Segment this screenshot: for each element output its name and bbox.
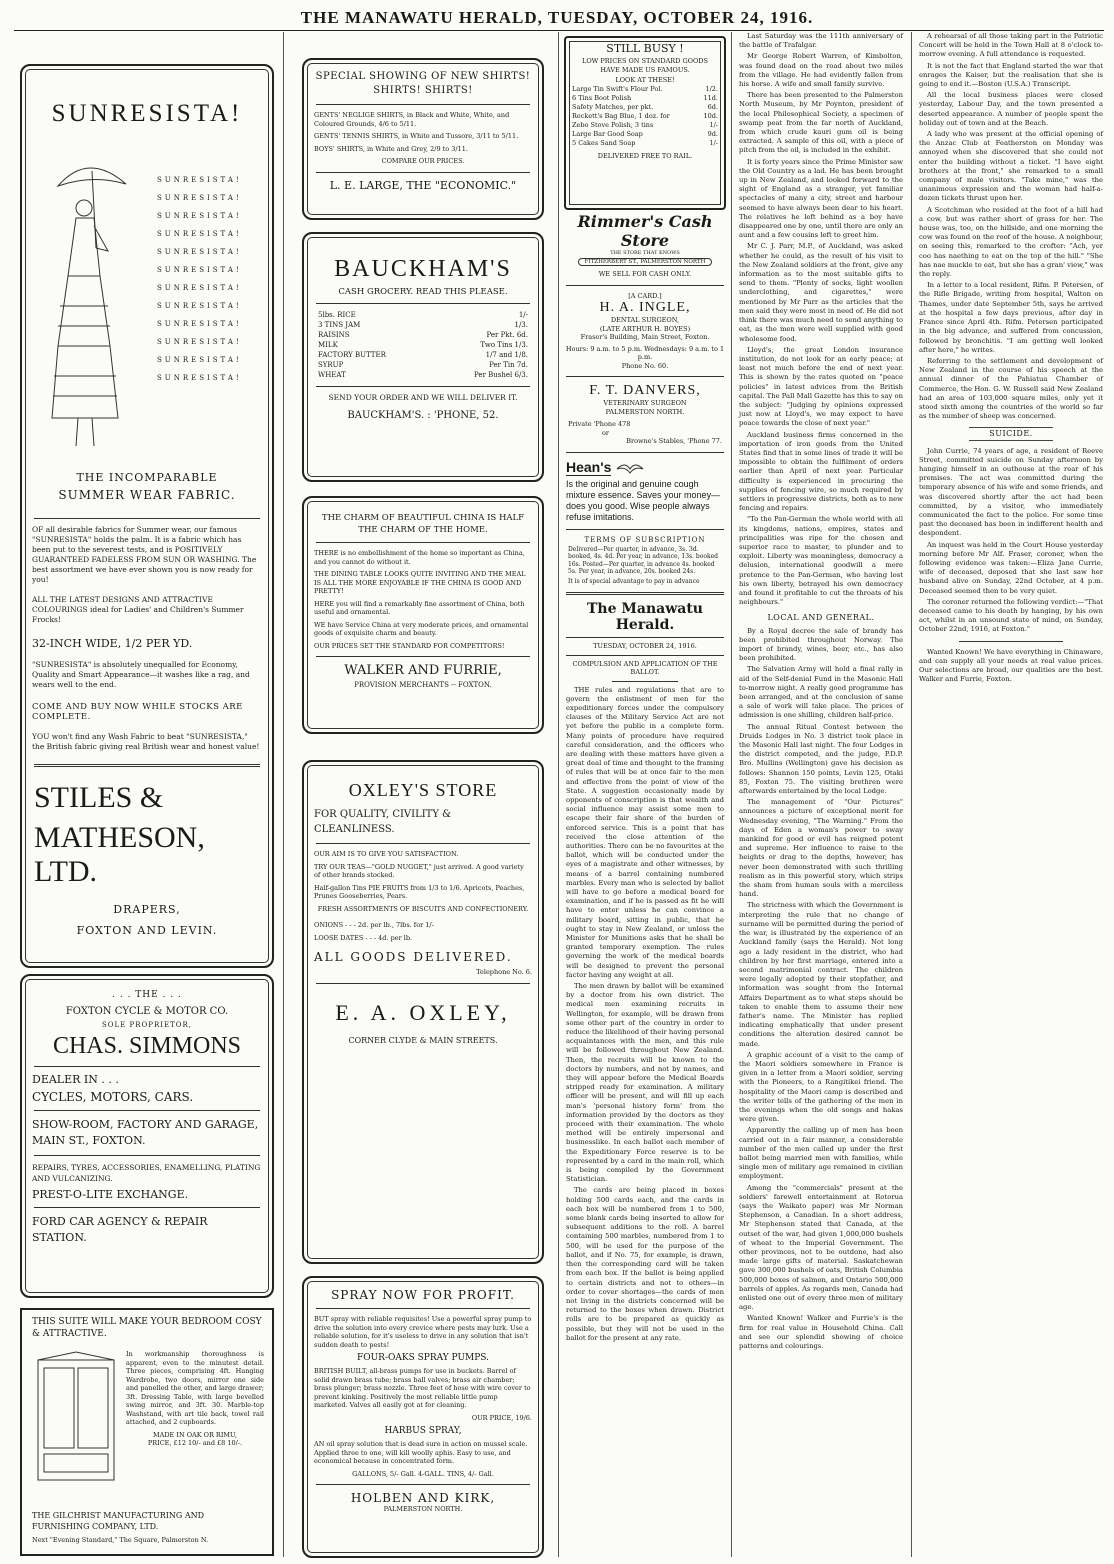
oxley-dates: LOOSE DATES - - - 4d. per lb. (314, 933, 413, 942)
bauckham-send: SEND YOUR ORDER AND WE WILL DELIVER IT. (328, 393, 518, 402)
stiles-firm-name: STILES & (34, 781, 164, 814)
terms-note: It is of special advantage to pay in advance (568, 577, 700, 585)
simmons-prest: PREST-O-LITE EXCHANGE. (32, 1188, 189, 1201)
bauckham-row-price: 1/- (518, 311, 528, 319)
gilchrist-firm: THE GILCHRIST MANUFACTURING AND FURNISHING COMPANY, LTD. (32, 1511, 205, 1531)
rimmers-cash: WE SELL FOR CASH ONLY. (598, 270, 692, 278)
column-rule (731, 32, 732, 1557)
news-paragraph: A rehearsal of all those taking part in the Patriotic Concert will be held in the Town Hall at 8 o'clock to-morrow evening. A full attendance is requested. (919, 32, 1103, 59)
busy-row-price: 11d. (703, 93, 718, 102)
local-paragraph: The management of "Our Pictures" announces a picture of exceptional merit for Wednesday evening, "The Warning." From the days of Eden a woman's power to sway mankind for good or evil has reigned potent and supreme. Her influence to raise to the heights or drag to the depths, however, has never been demonstrated with such thrilling realism as in this powerful story, which strips the sham from human souls with a merciless hand. (739, 798, 903, 899)
sunresista-repeat: SUNRESISTA! (157, 338, 242, 346)
bauckham-row (318, 320, 528, 330)
gilchrist-made: MADE IN OAK OR RIMU, (153, 1430, 237, 1439)
gilchrist-price: PRICE, £12 10/- and £8 10/-. (147, 1439, 243, 1447)
oxley-all: ALL GOODS DELIVERED. (314, 950, 513, 964)
news-paragraph: In a letter to a local resident, Rifm. P. Petersen, of the Rifle Brigade, writing from hospital, Walton on Thames, under date September 5th, says he arrived at the hospital a few days previous, after day in France since April 4th. Rifm. Petersen participated in the big advance, and suffered from concussion, followed by bronchitis. "I am getting well looked after here," he writes. (919, 281, 1103, 354)
danvers-name: F. T. DANVERS, (589, 383, 701, 398)
bauckham-row-price: 1/7 and 1/8. (485, 351, 528, 359)
terms-head: TERMS OF SUBSCRIPTION (584, 535, 706, 544)
spray-body: AN oil spray solution that is dead sure in action on mussel scale. Applied three to one, will kill woolly aphis. Easy to use, and economical because in concentrated form. (314, 1440, 528, 1465)
china-headline: THE CHARM OF BEAUTIFUL CHINA IS HALF THE CHARM OF THE HOME. (321, 513, 525, 535)
oxley-aim: OUR AIM IS TO GIVE YOU SATISFACTION. (314, 850, 459, 858)
suicide-paragraph: The coroner returned the following verdict:—"That deceased came to his death by hanging, by his own act, whilst in an unsound state of mind, on Sunday, October 22nd, 1916, at Foxton." (919, 597, 1103, 634)
lead-paragraph: THE rules and regulations that are to govern the enlistment of men for the expeditionary forces under the compulsory clauses of the Military Service Act are not yet before the public in a complete form. Many points of procedure have required careful consideration, and the officers who are dealing with these matters have given a great deal of time and thought to the framing of rules that will be at once fair to the men and effective from the point of view of the State. A suggestion occasionally made by opponents of conscription is that wealth and social influence may assist some men to escape their fair share of the burden of enforced service. This is a point that has received the close attention of the authorities. There can be no favourites at the ballot, which will be conducted under the eyes of a magistrate and other witnesses, by means of a barrel containing numbered marbles. Every man who is selected by ballot will have to go before a medical board for examination, and if he is passed as fit he will have to enter unless he can convince a military board, sitting in public, that he ought to stay in New Zealand, or unless the Minister for Munitions asks that he shall be granted temporary exemption. The rules governing the work of the medical boards will be designed to prevent the personal factor having any weight at all. (566, 685, 724, 979)
bauckham-row-price: Two Tins 1/3. (480, 341, 528, 349)
spray-advert (302, 1276, 544, 1558)
sunresista-width-price: 32-INCH WIDE, 1/2 PER YD. (32, 637, 193, 650)
news-paragraph: Apparently the calling up of men has been carried out in a fair manner, a considerable number of the men called up under the first ballot being married men with families, while single men of military age remained in civilian employment. (739, 1126, 903, 1181)
herald-date: TUESDAY, OCTOBER 24, 1916. (593, 642, 697, 650)
bauckham-price-list (304, 310, 542, 380)
sunresista-repeat: SUNRESISTA! (157, 194, 242, 202)
spray-harbus: HARBUS SPRAY, (384, 1426, 462, 1436)
gilchrist-address: Next "Evening Standard," The Square, Palmerston N. (32, 1536, 209, 1544)
china-body: THE DINING TABLE LOOKS QUITE INVITING AND THE MEAL IS ALL THE MORE ENJOYABLE IF THE CHINA IS GOOD AND PRETTY! (314, 570, 526, 595)
china-body: THERE is no embellishment of the home so important as China, and you cannot do without it. (314, 549, 525, 566)
simmons-showroom: SHOW-ROOM, FACTORY AND GARAGE, MAIN ST., FOXTON. (32, 1118, 259, 1147)
column-rule (283, 32, 284, 1557)
sunresista-repeat: SUNRESISTA! (157, 212, 242, 220)
local-paragraph: The annual Ritual Contest between the Druids Lodges in No. 3 district took place in the Masonic Hall last night. The four Lodges in the district competed, and the judge, P.D.P. Bro. Mullins (Wellington) gave his decision as follows: Shannon 150 points, Levin 125, Otaki 85, Foxton 75. The visiting brethren were afterwards entertained by the local Lodge. (739, 722, 903, 796)
oxley-ea: E. A. OXLEY, (335, 999, 511, 1025)
bauckham-row-item: 3 TINS JAM (318, 321, 361, 329)
bauckham-row-item: SYRUP (318, 361, 344, 369)
shirts-line: BOYS' SHIRTS, in White and Grey, 2/9 to 3/11. (314, 144, 468, 153)
stiles-firm-name: MATHESON, LTD. (34, 821, 205, 888)
sunresista-body: ALL THE LATEST DESIGNS AND ATTRACTIVE COLOURINGS ideal for Ladies' and Children's Summer Frocks! (32, 595, 244, 624)
bauckham-row (318, 330, 528, 340)
spray-headline: SPRAY NOW FOR PROFIT. (331, 1288, 515, 1302)
rimmers-logo-address: FITZHERBERT ST., PALMERSTON NORTH (578, 258, 712, 266)
lead-article (566, 686, 724, 1343)
bauckham-row-item: MILK (318, 341, 338, 349)
news-paragraph: "To the Pan-German the whole world with all its kingdoms, nations, empires, states and principalities was ripe for the chosen and superior race to master, to plunder and to exploit. Liberty was meaningless, democracy a delusion, international goodwill a mere pretence to the Pan-German, who having lost his own liberty, betrayed his own democracy and found it profitable to cut the throats of his neighbours." (739, 515, 903, 607)
news-paragraph: There has been presented to the Palmerston North Museum, by Mr Poynton, president of the local Philosophical Society, a specimen of swamp peat from the far north of Auckland, from which crude kauri gum oil is being extracted. A sample of this oil, with a piece of pitch from the oil, is included in the exhibit. (739, 91, 903, 155)
sunresista-body: YOU won't find any Wash Fabric to beat "SUNRESISTA," the British fabric giving real British wear and honest value! (32, 732, 260, 751)
danvers-private: Private 'Phone 478 (568, 420, 631, 428)
danvers-vet: VETERINARY SURGEON (603, 399, 687, 407)
sunresista-title: SUNRESISTA! (51, 100, 243, 127)
sunresista-repeat: SUNRESISTA! (157, 176, 242, 184)
bauckham-row-item: FACTORY BUTTER (318, 351, 386, 359)
news-column-5 (919, 32, 1103, 684)
spray-gallons: GALLONS, 5/- Gall. 4-GALL. TINS, 4/- Gall. (352, 1469, 494, 1478)
sunresista-body: OF all desirable fabrics for Summer wear, our famous "SUNRESISTA" holds the palm. It is a fabric which has been put to the severest tests, and is POSITIVELY GUARANTEED FADELESS FROM SUN OR WASHING. The best assortment we have ever shown you is now ready for you! (32, 525, 257, 584)
news-paragraph: It is forty years since the Prime Minister saw the Old Country as a lad. He has been brought up in New Zealand, and looked forward to the sight of England as a stranger, yet familiar spectacles of many a city, street and harbour seemed to have always been dear to his heart. The relatives he left behind as a boy have disappeared one by one, until there are only an aunt and a few cousins left to greet him. (739, 157, 903, 240)
suicide-paragraph: An inquest was held in the Court House yesterday morning before Mr Alf. Fraser, coroner, when the following evidence was taken:—Eliza Jane Currie, wife of deceased, deposed that she last saw her husband alive on Sunday, 22nd October, at 4 p.m. Deceased seemed then to be very quiet. (919, 540, 1103, 595)
spray-firm: HOLBEN AND KIRK, (350, 1491, 496, 1505)
sunresista-repeat: SUNRESISTA! (157, 302, 242, 310)
bauckham-row (318, 340, 528, 350)
oxley-tel: Telephone No. 6. (476, 968, 532, 976)
simmons-the: . . . THE . . . (112, 990, 182, 1000)
gilchrist-body: In workmanship thoroughness is apparent, even to the minutest detail. Three pieces, comprising 4ft. Hanging Wardrobe, two doors, mirror one side and panelled the other, and large drawer; 3ft. Dressing Table, with large bevelled swing mirror, and 3ft. 30. Marble-top Washstand, with art tile back, towel rail attached, and 2 cupboards. (126, 1350, 264, 1426)
stiles-drapers: DRAPERS, (113, 903, 181, 916)
busy-advert (564, 36, 726, 210)
news-paragraph: All the local business places were closed yesterday, Labour Day, and the town presented a deserted appearance. A number of people spent the holiday out of town and at the Beach. (919, 91, 1103, 127)
danvers-browne: Browne's Stables, 'Phone 77. (626, 437, 722, 445)
busy-look: LOOK AT THESE! (615, 76, 675, 84)
column-4 (735, 32, 907, 1557)
busy-row-price: 6d. (707, 102, 718, 111)
sunresista-come: COME AND BUY NOW WHILE STOCKS ARE COMPLETE. (32, 702, 243, 722)
bauckham-row-item: RAISINS (318, 331, 350, 339)
gilchrist-advert (20, 1308, 274, 1556)
news-paragraph: Among the "commercials" present at the soldiers' farewell entertainment at Rotorua (says the Waikato paper) was Mr Norman Stephenson, a Canadian. In a short address, Mr Stephenson stated that Canada, at the outset of the war, had given 1,000,000 bushels of wheat to the Imperial Government. The other provinces, not to be outdone, had also made large gifts of material. Saskatchewan gave 300,000 bushels of oats, British Columbia 500,000 boxes of salmon, and Ontario 500,000 barrels of apples. As regards men, Canada had enlisted one out of every three men of military age. (739, 1183, 903, 1312)
column-5 (915, 32, 1107, 1557)
oxley-sub: FOR QUALITY, CIVILITY & CLEANLINESS. (314, 809, 452, 835)
sunresista-repeat: SUNRESISTA! (157, 248, 242, 256)
busy-row (572, 130, 718, 139)
terms-body: Delivered—Per quarter, in advance, 3s. 3d. booked, 4s. 4d. Per year, in advance, 13s. booked 16s. Posted—Per quarter, in advance 4s. booked 5s. Per year, in advance, 20s. booked 24s. (568, 545, 719, 575)
column-rule (558, 32, 559, 1557)
shirts-line: GENTS' TENNIS SHIRTS, in White and Tussore, 3/11 to 5/11. (314, 132, 519, 140)
bauckham-sub: CASH GROCERY. READ THIS PLEASE. (338, 287, 508, 297)
busy-headline: STILL BUSY ! (606, 42, 684, 55)
ingle-address: Fraser's Building, Main Street, Foxton. (580, 333, 710, 341)
bauckham-row-price: Per Tin 7d. (489, 361, 528, 369)
busy-row-item: Safety Matches, per pkt. (572, 102, 654, 111)
spray-body: BUT spray with reliable requisites! Use a powerful spray pump to drive the solution into every crevice where pests may lurk. Use a reliable solution, for it's useless to drive in any solution that isn't sudden death to pests! (314, 1315, 532, 1349)
column-3 (562, 32, 728, 1557)
china-body: WE have Service China at very moderate prices, and ornamental goods of exquisite charm and beauty. (314, 620, 529, 637)
news-paragraph: Mr George Robert Warren, of Kimbolton, was found dead on the road about two miles from the village. He had evidently fallen from his horse. A wife and small family survive. (739, 52, 903, 89)
lady-illustration (38, 156, 142, 456)
busy-row (572, 112, 718, 121)
sunresista-repeat: SUNRESISTA! (157, 374, 242, 382)
bauckham-name: BAUCKHAM'S (334, 256, 512, 282)
bauckham-advert (302, 232, 544, 482)
winged-emblem-icon (615, 461, 645, 477)
local-paragraph: The strictness with which the Government is interpreting the rule that no change of surname will be permitted during the period of the war, is illustrated by the experience of an Auckland family (says the Herald). Not long ago a lady resident in the district, who had children by her first marriage, entered into a second matrimonial contract. The children were legally adopted by their stepfather, and information was sought from the Internal Affairs Department as to what steps should be taken to enable them to assume their new father's name. The Minister has replied indicating emphatically that under present conditions the alteration desired cannot be made. (739, 901, 903, 1048)
busy-row-item: Large Tin Swift's Flour Pol. (572, 84, 663, 93)
bauckham-row (318, 370, 528, 380)
suicide-paragraph: John Currie, 74 years of age, a resident of Reeve Street, committed suicide on Sunday afternoon by hanging himself in an outhouse at the rear of his premises. The act was committed during the temporary absence of his wife and some friends, and was discovered shortly after the act had been committed, by a visitor, who immediately communicated the fact to the police. For some time past the deceased has been in indifferent health and despondent. (919, 446, 1103, 538)
busy-row-price: 1/2. (705, 84, 718, 93)
ingle-name: H. A. INGLE, (599, 300, 691, 315)
suicide-heading: SUICIDE. (969, 427, 1053, 440)
oxley-corner: CORNER CLYDE & MAIN STREETS. (348, 1035, 498, 1045)
bauckham-phone: BAUCKHAM'S. : 'PHONE, 52. (347, 410, 499, 421)
local-paragraph: By a Royal decree the sale of brandy has been prohibited throughout Norway. The import of brandy, wines, beer, etc., has also been prohibited. (739, 626, 903, 663)
masthead: THE MANAWATU HERALD, TUESDAY, OCTOBER 24, 1916. (300, 8, 814, 27)
rimmers-logo: Rimmer's Cash Store (577, 212, 713, 250)
news-paragraph: Mr C. J. Parr, M.P., of Auckland, was asked whether he could, as the result of his visit to the New Zealand soldiers at the front, give any information as to the most suitable gifts to send to them. "Plenty of socks, light woollen underclothing, and cigarettes," were mentioned by Mr Parr as the articles that the men said they were most in need of. He did not think there was much need to send anything to eat, as the men were well supplied with good wholesome food. (739, 242, 903, 343)
ingle-dental: DENTAL SURGEON, (610, 316, 680, 324)
china-body: HERE you will find a remarkably fine assortment of China, both useful and ornamental. (314, 599, 525, 616)
busy-row-item: 5 Cakes Sand Soap (572, 138, 636, 147)
bauckham-row-price: Per Bushel 6/3. (474, 371, 528, 379)
news-column-4 (739, 32, 903, 1351)
news-paragraph: It is not the fact that England started the war that enrages the Kaiser, but the realisation that she is going to end it.—Boston (U.S.A.) Transcript. (919, 61, 1103, 89)
china-body: OUR PRICES SET THE STANDARD FOR COMPETITORS! (314, 641, 505, 650)
sunresista-repeats (157, 166, 267, 392)
news-paragraph: Auckland business firms concerned in the importation of iron goods from the United States find that in some lines of trade it will be impossible to obtain the fulfilment of orders earlier than April of next year. Particular difficulty is experienced in procuring the supplies of fencing wire, so much required by settlers in progressive districts, both as to new fencing and repairs. (739, 430, 903, 513)
sunresista-repeat: SUNRESISTA! (157, 266, 242, 274)
busy-sub: LOW PRICES ON STANDARD GOODS HAVE MADE US FAMOUS. (582, 57, 708, 74)
china-sub: PROVISION MERCHANTS -- FOXTON. (354, 681, 492, 689)
hean-body: Is the original and genuine cough mixture essence. Saves your money—does you good. Wise people always refuse imitations. (566, 478, 721, 522)
danvers-or: or (602, 428, 610, 437)
rimmers-logo-sub: THE STORE THAT KNOWS (610, 250, 680, 256)
oxley-fresh: FRESH ASSORTMENTS OF BISCUITS AND CONFECTIONERY. (317, 904, 529, 913)
simmons-advert (20, 974, 274, 1298)
china-firm: WALKER AND FURRIE, (344, 663, 502, 678)
sunresista-repeat: SUNRESISTA! (157, 356, 242, 364)
spray-four: FOUR-OAKS SPRAY PUMPS. (356, 1353, 490, 1363)
shirts-headline: SPECIAL SHOWING OF NEW SHIRTS! SHIRTS! SHIRTS! (315, 71, 531, 96)
bauckham-row (318, 360, 528, 370)
danvers-town: PALMERSTON NORTH. (605, 407, 685, 416)
busy-row-item: 6 Tins Boot Polish (572, 93, 632, 102)
shirts-compare: COMPARE OUR PRICES. (381, 157, 465, 165)
shirts-firm: L. E. LARGE, THE "ECONOMIC." (329, 178, 517, 192)
bedroom-suite-illustration (32, 1350, 122, 1490)
wanted-notice: Wanted Known! Walker and Furrie's is the firm for real value in Household China. Call and see our splendid showing of choice patterns and colourings. (739, 1314, 903, 1351)
bauckham-row-item: 5lbs. RICE (318, 311, 356, 319)
local-paragraph: A graphic account of a visit to the camp of the Maori soldiers somewhere in France is given in a letter from a Maori soldier, serving with the Pioneers, to a Rangitikei friend. The hospitality of the Maori camp is described and the writer tells of the gathering of the men in the evenings when the old songs and hakas were given. (739, 1050, 903, 1124)
sunresista-tagline: SUMMER WEAR FABRIC. (58, 488, 236, 502)
busy-price-list (566, 85, 724, 148)
news-paragraph: Referring to the settlement and development of New Zealand in the course of his speech at the annual dinner of the Pahiatua Chamber of Commerce, the Hon. G. W. Russell said New Zealand had an area of 103,000 square miles, only yet it stood sixth among the countries of the world so far as the number of sheep was concerned. (919, 356, 1103, 421)
lead-paragraph: The men drawn by ballot will be examined by a doctor from his own district. The medical men examining recruits in Wellington, for example, will be drawn from some other part of the country in order to reduce the likelihood of their having personal acquaintances with the men, and this rule will be followed throughout New Zealand. Then, the recruits will be known to the doctors by numbers, and not by names, and they will appear before the Medical Boards stripped ready for examination. A military officer will be present, and will fill up each man's 'personal history form' from the information provided by the doctors as they proceed with their examination. The whole method will be entirely impersonal and businesslike. In each ballot each member of the Expeditionary Force reserve is to be represented by a card in the main roll, which is being compiled by the Government Statistician. (566, 982, 724, 1184)
busy-row-price: 9d. (707, 129, 718, 138)
bauckham-row-price: Per Pkt. 6d. (486, 331, 528, 339)
oxley-name: OXLEY'S STORE (348, 780, 498, 800)
sunresista-repeat: SUNRESISTA! (157, 320, 242, 328)
busy-row (572, 121, 718, 130)
masthead-rule (14, 30, 1104, 31)
sunresista-advert (20, 64, 274, 968)
simmons-ford: FORD CAR AGENCY & REPAIR STATION. (32, 1215, 208, 1244)
stiles-towns: FOXTON AND LEVIN. (76, 924, 218, 937)
busy-row-item: Zebo Stove Polish, 3 tins (572, 120, 654, 129)
bauckham-row (318, 350, 528, 360)
sunresista-tagline: THE INCOMPARABLE (76, 471, 218, 484)
news-paragraph: Last Saturday was the 111th anniversary of the battle of Trafalgar. (739, 32, 903, 50)
local-general-heading: LOCAL AND GENERAL. (767, 613, 875, 623)
oxley-advert (302, 760, 544, 1264)
oxley-onions: ONIONS - - - 2d. per lb., 7lbs. for 1/- (314, 921, 434, 929)
busy-row (572, 139, 718, 148)
news-paragraph: A lady who was present at the official opening of the Anzac Club at Featherston on Monday was annoyed when she discovered that she could not enter the building without a ticket. "I have eight brothers at the front," she remarked to a small company of male visitors. "Take mine," was the unanimous expression and the woman had half-a-dozen tickets thrust upon her. (919, 130, 1103, 203)
simmons-goods: CYCLES, MOTORS, CARS. (32, 1090, 194, 1104)
news-paragraph: A Scotchman who resided at the foot of a hill had a cow, but was rather short of grass for her. The house was, too, on the hillside, and one morning the cow was found on the roof of the house. A neighbour, on seeing this, remarked to the crofter: "Ach, yer coo has naething to eat on the top of the hill." "She has nae muckle to eat, but she has a gran' view," was the reply. (919, 205, 1103, 279)
column-rule (911, 32, 912, 1557)
oxley-tea: TRY OUR TEAS—"GOLD NUGGET," just arrived. A good variety of other brands stocked. (314, 862, 524, 879)
local-paragraph: The Salvation Army will hold a final rally in aid of the Self-denial Fund in the Masonic Hall to-morrow night. A really good programme has been arranged, and at the conclusion of same a sale of work will take place. The prices of admission is one shilling, children half-price. (739, 665, 903, 720)
hean-name: Hean's (566, 458, 612, 475)
busy-row-item: Reckett's Bag Blue, 1 doz. for (572, 111, 670, 120)
gilchrist-headline: THIS SUITE WILL MAKE YOUR BEDROOM COSY & ATTRACTIVE. (32, 1317, 262, 1339)
wanted-notice: Wanted Known! We have everything in Chinaware, and can supply all your needs at real value prices. Our selections are broad, our qualities are the best. Walker and Furrie, Foxton. (919, 647, 1103, 684)
simmons-company: FOXTON CYCLE & MOTOR CO. (65, 1006, 229, 1017)
busy-row-price: 1/- (709, 138, 718, 147)
herald-title: The Manawatu Herald. (587, 601, 703, 633)
spray-price: OUR PRICE, 19/6. (471, 1413, 532, 1422)
ingle-card: [A CARD.] (628, 291, 662, 300)
lead-headline: COMPULSION AND APPLICATION OF THE BALLOT. (572, 659, 718, 676)
sunresista-repeat: SUNRESISTA! (157, 284, 242, 292)
ingle-phone: Phone No. 60. (621, 361, 669, 370)
oxley-pie: Half-gallon Tins PIE FRUITS from 1/3 to 1/6. Apricots, Peaches, Prunes Gooseberries, Pears. (314, 883, 525, 900)
bauckham-row (318, 310, 528, 320)
simmons-dealer: DEALER IN . . . (32, 1073, 119, 1086)
shirts-advert (302, 58, 544, 220)
busy-delivered: DELIVERED FREE TO RAIL. (597, 151, 693, 160)
bauckham-row-price: 1/3. (514, 321, 528, 329)
bauckham-row-item: WHEAT (318, 371, 346, 379)
china-advert (302, 496, 544, 734)
busy-row (572, 85, 718, 94)
simmons-name: CHAS. SIMMONS (52, 1033, 242, 1059)
sunresista-repeat: SUNRESISTA! (157, 230, 242, 238)
spray-town: PALMERSTON NORTH. (383, 1505, 463, 1513)
ingle-late: (LATE ARTHUR H. BOYES) (599, 324, 691, 333)
busy-row (572, 94, 718, 103)
busy-row-price: 10d. (703, 111, 718, 120)
simmons-repairs: REPAIRS, TYRES, ACCESSORIES, ENAMELLING, PLATING AND VULCANIZING. (32, 1163, 261, 1183)
ingle-hours: Hours: 9 a.m. to 5 p.m. Wednesdays: 9 a.m. to 1 p.m. (565, 344, 725, 361)
sunresista-body: "SUNRESISTA" is absolutely unequalled for Economy, Quality and Smart Appearance—it washes like a rag, and wears well to the end. (32, 660, 250, 689)
news-paragraph: Lloyd's, the great London insurance institution, do not look for an early peace; at least not much before the end of next year. This is shown by the rates quoted on "peace policies" in latest advices from the British capital. The Pall Mall Gazette has this to say on the subject: "Judging by opinions expressed just now at Lloyd's, we may expect to have peace towards the close of next year." (739, 345, 903, 428)
simmons-prop: SOLE PROPRIETOR, (102, 1021, 192, 1029)
spray-body: BRITISH BUILT, all-brass pumps for use in buckets. Barrel of solid drawn brass tube; brass ball valves; brass air chamber; brass plunger; brass nozzle. Three feet of hose with wire cover to prevent kinking. Positively the most reliable little pump marketed. Valves all easily got at for cleaning. (314, 1367, 531, 1409)
lead-paragraph: The cards are being placed in boxes holding 500 cards each, and the cards in each box will be numbered from 1 to 500, some blank cards being inserted to allow for subsequent additions to the roll. A barrel containing 500 marbles, numbered from 1 to 500, will be used for the purpose of the ballot, and if No. 75, for example, is drawn, then the corresponding card will be taken from each box. If the ballot is being applied to certain districts and not to others—in order to cover shortages—the cards of men not living in the districts concerned will be returned to the boxes when drawn. District rolls are to be prepared as quickly as possible, but they will not be used in the ballot for the present at any rate. (566, 1186, 724, 1342)
busy-row-price: 1/- (709, 120, 718, 129)
shirts-line: GENTS' NEGLIGE SHIRTS, in Black and White, White, and Coloured Grounds, 4/6 to 5/11. (314, 111, 510, 128)
busy-row (572, 103, 718, 112)
busy-row-item: Large Bar Good Soap (572, 129, 643, 138)
